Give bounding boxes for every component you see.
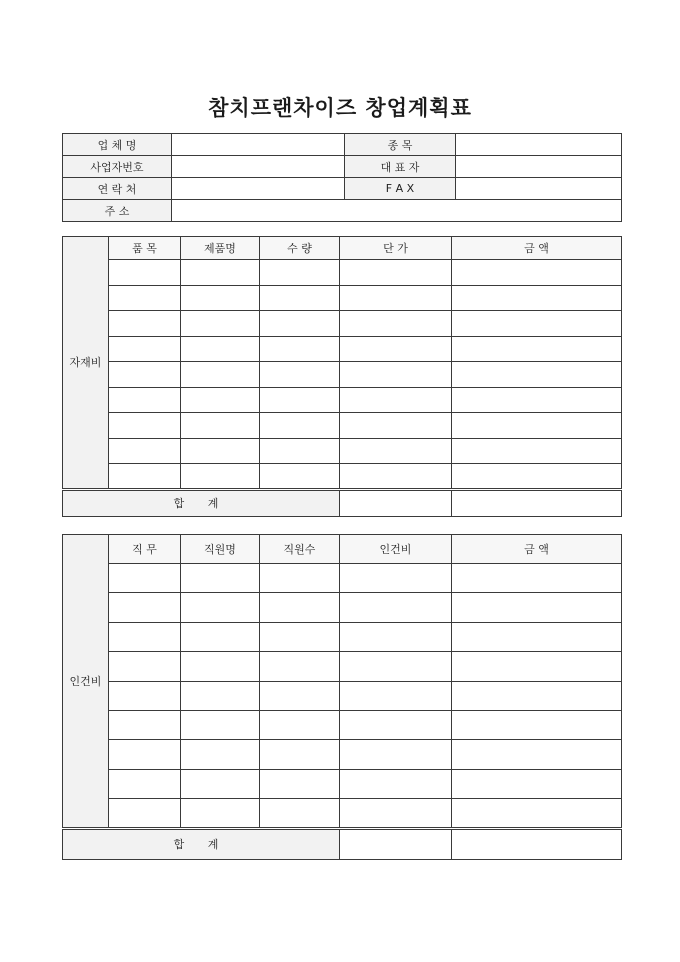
table-row <box>63 564 622 593</box>
table-row <box>63 681 622 710</box>
table-cell[interactable] <box>260 387 340 413</box>
table-cell[interactable] <box>452 260 622 286</box>
table-cell[interactable] <box>260 413 340 439</box>
table-cell[interactable] <box>181 336 260 362</box>
table-row <box>63 769 622 798</box>
table-cell[interactable] <box>181 710 260 739</box>
table-cell[interactable] <box>109 387 181 413</box>
labor-section-label: 인건비 <box>63 535 109 829</box>
industry-label: 종 목 <box>345 134 456 156</box>
company-name-field[interactable] <box>172 134 345 156</box>
labor-total-amount[interactable] <box>452 828 622 859</box>
table-cell[interactable] <box>260 260 340 286</box>
address-label: 주 소 <box>63 200 172 222</box>
table-cell[interactable] <box>109 413 181 439</box>
table-cell[interactable] <box>452 799 622 828</box>
table-cell[interactable] <box>109 799 181 828</box>
table-cell[interactable] <box>340 622 452 651</box>
table-cell[interactable] <box>340 260 452 286</box>
table-row <box>63 260 622 286</box>
table-cell[interactable] <box>260 593 340 622</box>
table-cell[interactable] <box>452 336 622 362</box>
table-cell[interactable] <box>181 362 260 388</box>
table-cell[interactable] <box>452 285 622 311</box>
labor-table <box>62 534 622 860</box>
table-cell[interactable] <box>260 336 340 362</box>
table-cell[interactable] <box>452 413 622 439</box>
table-cell[interactable] <box>181 285 260 311</box>
table-cell[interactable] <box>109 438 181 464</box>
table-cell[interactable] <box>260 710 340 739</box>
company-name-label: 업 체 명 <box>63 134 172 156</box>
table-row <box>63 464 622 490</box>
table-cell[interactable] <box>109 564 181 593</box>
table-cell[interactable] <box>181 593 260 622</box>
header-amount: 금 액 <box>452 237 622 260</box>
table-cell[interactable] <box>109 464 181 490</box>
table-cell[interactable] <box>109 769 181 798</box>
table-cell[interactable] <box>452 464 622 490</box>
table-cell[interactable] <box>109 285 181 311</box>
table-cell[interactable] <box>181 438 260 464</box>
table-cell[interactable] <box>181 799 260 828</box>
table-cell[interactable] <box>109 311 181 337</box>
table-cell[interactable] <box>340 285 452 311</box>
table-cell[interactable] <box>452 438 622 464</box>
contact-label: 연 락 처 <box>63 178 172 200</box>
table-row <box>63 387 622 413</box>
document-title: 참치프랜차이즈 창업계획표 <box>208 96 472 120</box>
table-cell[interactable] <box>260 740 340 769</box>
table-cell[interactable] <box>260 438 340 464</box>
table-cell[interactable] <box>181 622 260 651</box>
header-labor-cost: 인건비 <box>340 535 452 564</box>
fax-field[interactable] <box>456 178 622 200</box>
table-row <box>63 336 622 362</box>
materials-total-amount[interactable] <box>452 489 622 516</box>
header-employee-name: 직원명 <box>181 535 260 564</box>
table-cell[interactable] <box>181 769 260 798</box>
header-unit-price: 단 가 <box>340 237 452 260</box>
table-cell[interactable] <box>340 387 452 413</box>
fax-label: F A X <box>345 178 456 200</box>
table-cell[interactable] <box>452 387 622 413</box>
table-row <box>63 799 622 828</box>
table-cell[interactable] <box>452 564 622 593</box>
table-cell[interactable] <box>109 740 181 769</box>
table-cell[interactable] <box>109 362 181 388</box>
table-cell[interactable] <box>452 362 622 388</box>
table-cell[interactable] <box>340 336 452 362</box>
table-cell[interactable] <box>340 311 452 337</box>
table-cell[interactable] <box>452 593 622 622</box>
table-cell[interactable] <box>452 769 622 798</box>
table-cell[interactable] <box>260 681 340 710</box>
table-cell[interactable] <box>452 311 622 337</box>
header-job: 직 무 <box>109 535 181 564</box>
business-number-field[interactable] <box>172 156 345 178</box>
table-row <box>63 740 622 769</box>
table-cell[interactable] <box>109 593 181 622</box>
table-cell[interactable] <box>260 769 340 798</box>
table-cell[interactable] <box>340 564 452 593</box>
materials-table <box>62 236 622 517</box>
company-info-table <box>62 133 622 222</box>
industry-field[interactable] <box>456 134 622 156</box>
table-cell[interactable] <box>340 438 452 464</box>
table-row <box>63 622 622 651</box>
materials-total-label: 합 계 <box>63 489 340 516</box>
table-cell[interactable] <box>340 740 452 769</box>
table-cell[interactable] <box>181 740 260 769</box>
labor-total-label: 합 계 <box>63 828 340 859</box>
table-row <box>63 438 622 464</box>
table-cell[interactable] <box>340 593 452 622</box>
table-cell[interactable] <box>340 681 452 710</box>
table-row <box>63 285 622 311</box>
table-cell[interactable] <box>181 413 260 439</box>
table-cell[interactable] <box>181 652 260 681</box>
table-row <box>63 593 622 622</box>
table-row <box>63 413 622 439</box>
header-product-name: 제품명 <box>181 237 260 260</box>
representative-field[interactable] <box>456 156 622 178</box>
table-cell[interactable] <box>340 413 452 439</box>
table-cell[interactable] <box>260 311 340 337</box>
table-cell[interactable] <box>109 652 181 681</box>
table-cell[interactable] <box>109 336 181 362</box>
header-employee-count: 직원수 <box>260 535 340 564</box>
table-cell[interactable] <box>109 622 181 651</box>
table-cell[interactable] <box>452 710 622 739</box>
table-cell[interactable] <box>260 799 340 828</box>
table-cell[interactable] <box>452 652 622 681</box>
table-cell[interactable] <box>181 564 260 593</box>
table-cell[interactable] <box>452 622 622 651</box>
table-cell[interactable] <box>340 362 452 388</box>
table-cell[interactable] <box>181 387 260 413</box>
table-row <box>63 652 622 681</box>
table-cell[interactable] <box>340 710 452 739</box>
table-cell[interactable] <box>260 564 340 593</box>
header-item: 품 목 <box>109 237 181 260</box>
table-cell[interactable] <box>181 260 260 286</box>
table-cell[interactable] <box>340 652 452 681</box>
table-cell[interactable] <box>340 799 452 828</box>
materials-section-label: 자재비 <box>63 237 109 490</box>
table-cell[interactable] <box>260 464 340 490</box>
table-cell[interactable] <box>452 740 622 769</box>
contact-field[interactable] <box>172 178 345 200</box>
table-cell[interactable] <box>109 260 181 286</box>
table-row <box>63 710 622 739</box>
table-cell[interactable] <box>181 311 260 337</box>
table-cell[interactable] <box>260 622 340 651</box>
header-amount: 금 액 <box>452 535 622 564</box>
table-cell[interactable] <box>181 464 260 490</box>
table-cell[interactable] <box>340 769 452 798</box>
table-cell[interactable] <box>452 681 622 710</box>
table-cell[interactable] <box>340 464 452 490</box>
table-row <box>63 311 622 337</box>
labor-total-cost[interactable] <box>340 828 452 859</box>
table-cell[interactable] <box>109 710 181 739</box>
table-cell[interactable] <box>109 681 181 710</box>
representative-label: 대 표 자 <box>345 156 456 178</box>
table-row <box>63 362 622 388</box>
table-cell[interactable] <box>260 285 340 311</box>
materials-total-unit-price[interactable] <box>340 489 452 516</box>
address-field[interactable] <box>172 200 622 222</box>
header-quantity: 수 량 <box>260 237 340 260</box>
table-cell[interactable] <box>260 362 340 388</box>
business-number-label: 사업자번호 <box>63 156 172 178</box>
table-cell[interactable] <box>260 652 340 681</box>
table-cell[interactable] <box>181 681 260 710</box>
